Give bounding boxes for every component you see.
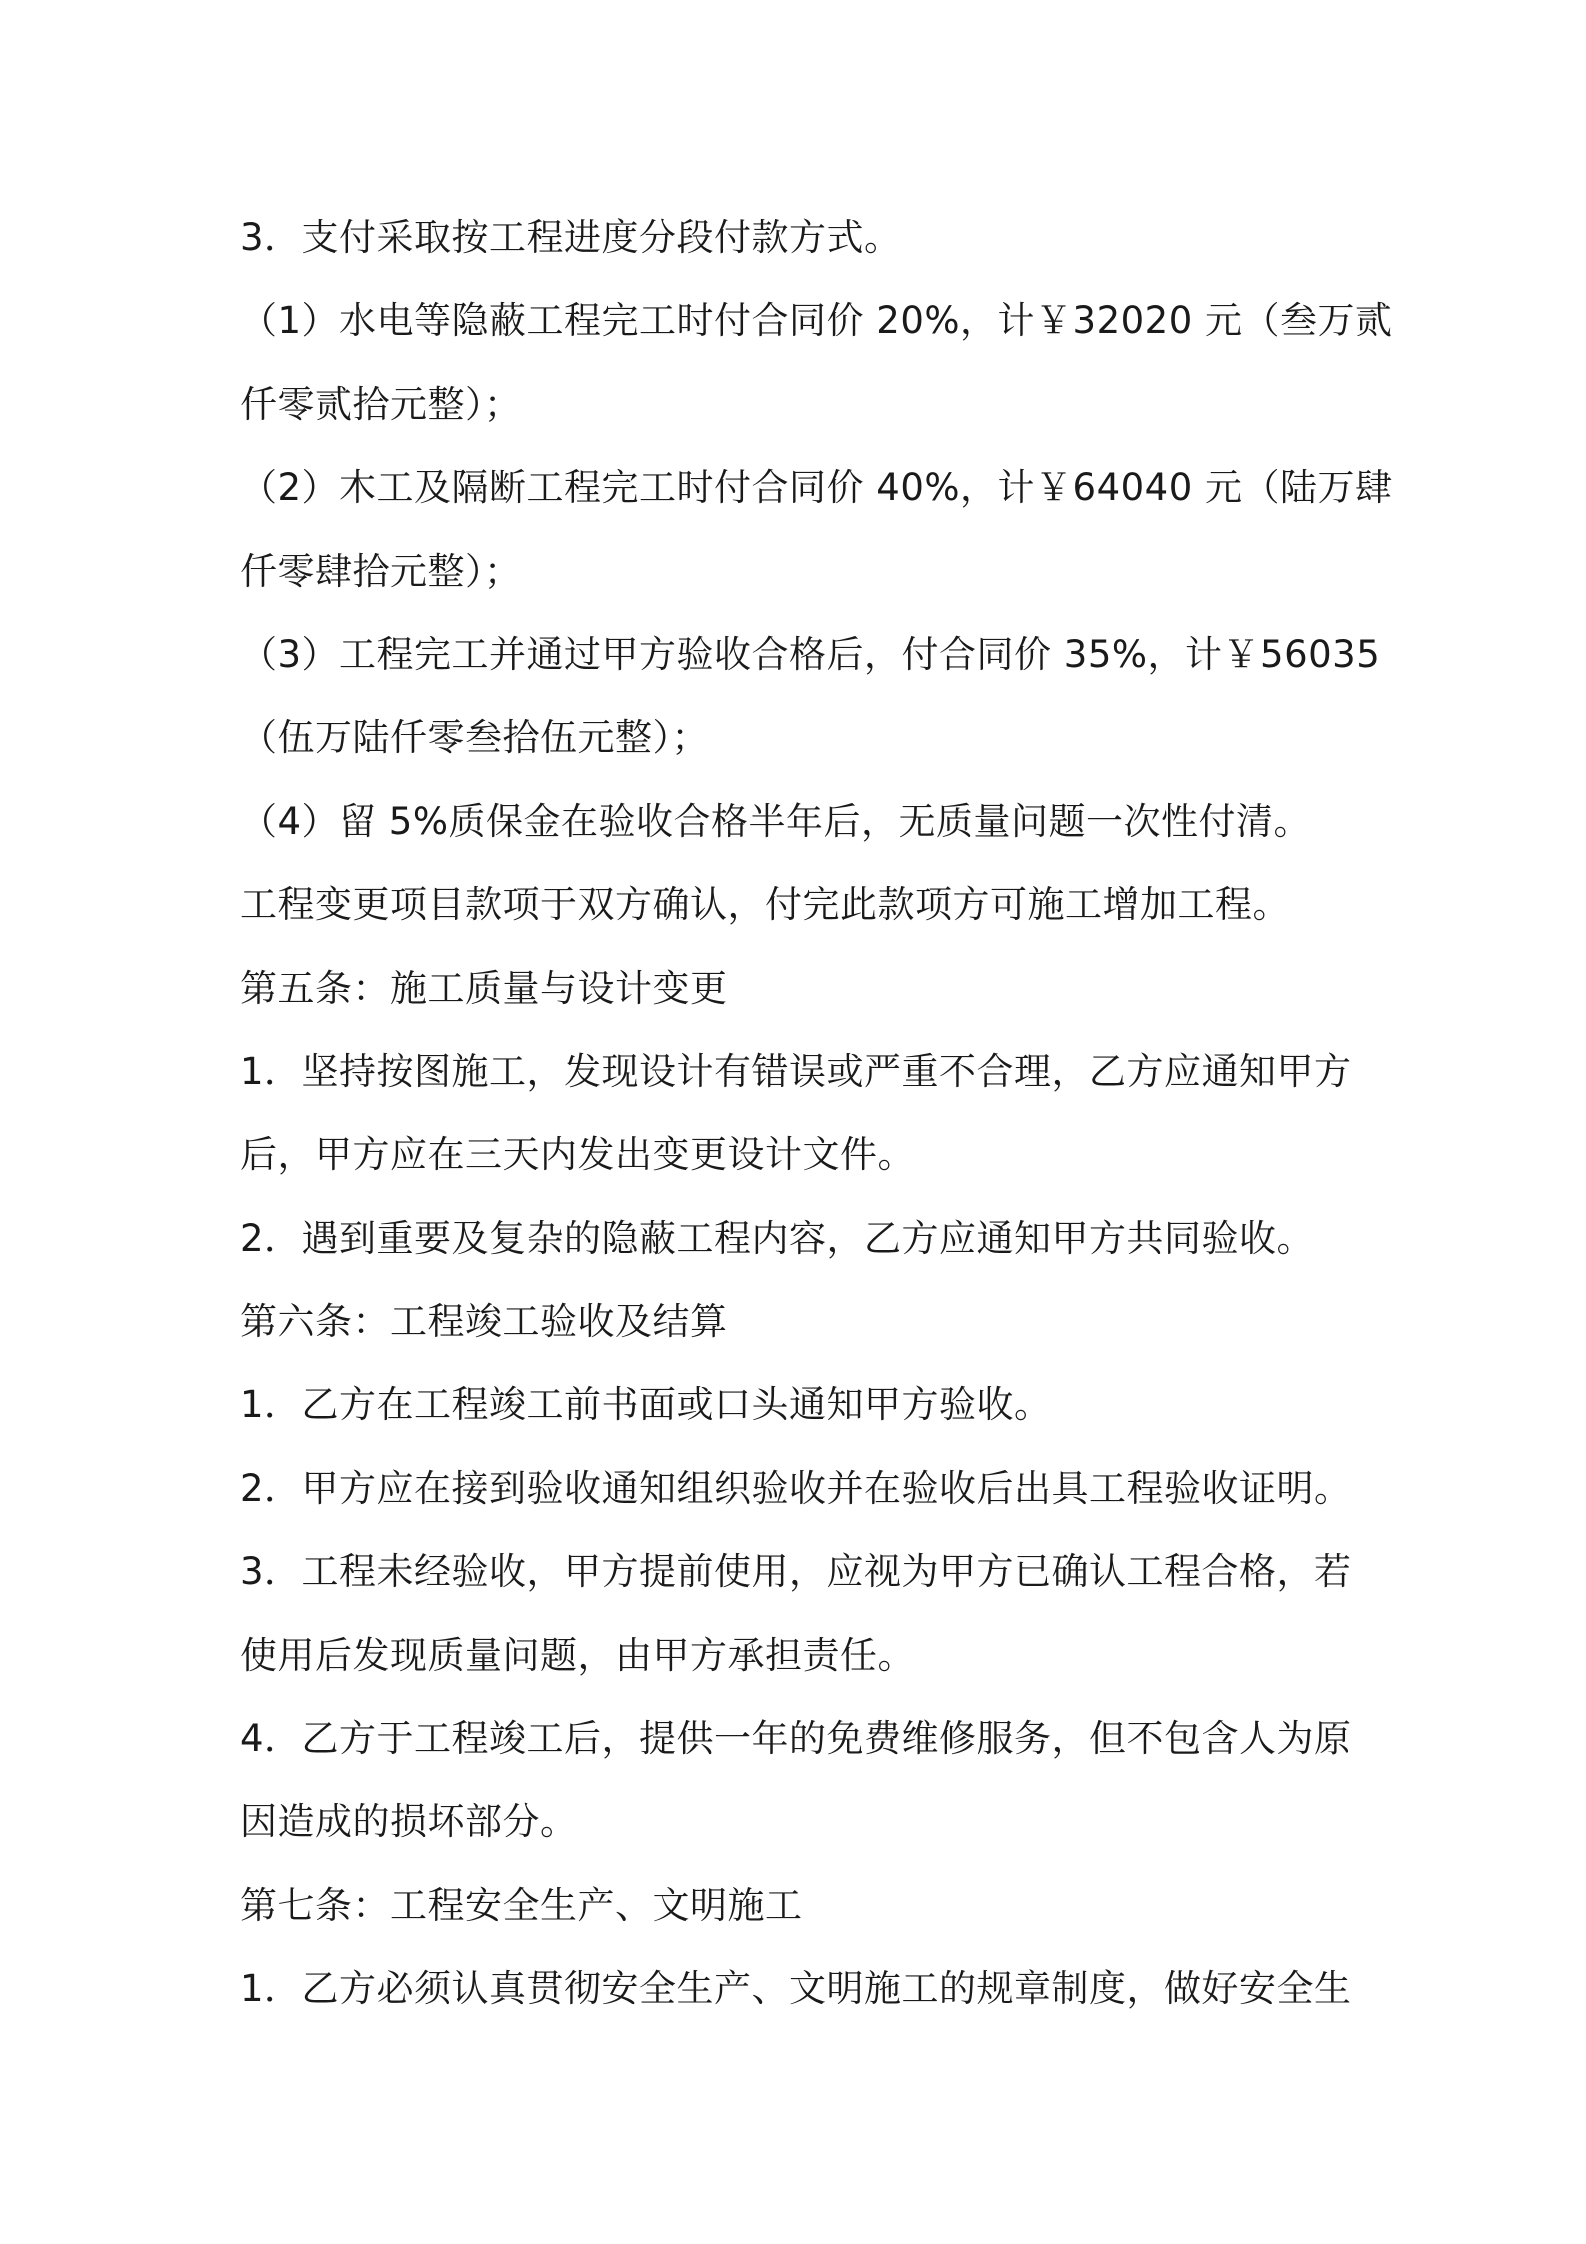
payment-item-1-continuation: 仟零贰拾元整）； — [240, 382, 522, 426]
change-payment-line: 工程变更项目款项于双方确认，付完此款项方可施工增加工程。 — [240, 883, 1290, 927]
payment-method-line: 3．支付采取按工程进度分段付款方式。 — [240, 216, 902, 259]
document-body — [240, 196, 1393, 2031]
article-6-heading: 第六条：工程竣工验收及结算 — [240, 1300, 728, 1344]
article-7-clause-1-line: 1．乙方必须认真贯彻安全生产、文明施工的规章制度，做好安全生 — [240, 1967, 1352, 2011]
article-6-clause-4-line: 4．乙方于工程竣工后，提供一年的免费维修服务，但不包含人为原 — [240, 1717, 1352, 1761]
article-5-clause-2-line: 2．遇到重要及复杂的隐蔽工程内容，乙方应通知甲方共同验收。 — [240, 1216, 1315, 1260]
payment-item-1-line: （1）水电等隐蔽工程完工时付合同价 20%，计￥32020 元（叁万贰 — [240, 299, 1393, 343]
payment-item-2-continuation: 仟零肆拾元整）； — [240, 549, 522, 593]
article-6-clause-3-continuation: 使用后发现质量问题，由甲方承担责任。 — [240, 1633, 915, 1677]
payment-item-4-line: （4）留 5%质保金在验收合格半年后，无质量问题一次性付清。 — [240, 799, 1311, 843]
payment-item-2-line: （2）木工及隔断工程完工时付合同价 40%，计￥64040 元（陆万肆 — [240, 466, 1393, 510]
article-6-clause-3-line: 3．工程未经验收，甲方提前使用，应视为甲方已确认工程合格，若 — [240, 1550, 1352, 1594]
payment-item-3-continuation: （伍万陆仟零叁拾伍元整）； — [240, 716, 709, 760]
article-7-heading: 第七条：工程安全生产、文明施工 — [240, 1883, 803, 1927]
article-6-clause-4-continuation: 因造成的损坏部分。 — [240, 1800, 578, 1844]
article-5-clause-1-line: 1．坚持按图施工，发现设计有错误或严重不合理，乙方应通知甲方 — [240, 1049, 1352, 1093]
payment-item-3-line: （3）工程完工并通过甲方验收合格后，付合同价 35%，计￥56035 — [240, 632, 1381, 676]
article-6-clause-1-line: 1．乙方在工程竣工前书面或口头通知甲方验收。 — [240, 1383, 1052, 1427]
article-5-heading: 第五条：施工质量与设计变更 — [240, 966, 728, 1010]
article-5-clause-1-continuation: 后，甲方应在三天内发出变更设计文件。 — [240, 1133, 915, 1177]
article-6-clause-2-line: 2．甲方应在接到验收通知组织验收并在验收后出具工程验收证明。 — [240, 1466, 1352, 1510]
